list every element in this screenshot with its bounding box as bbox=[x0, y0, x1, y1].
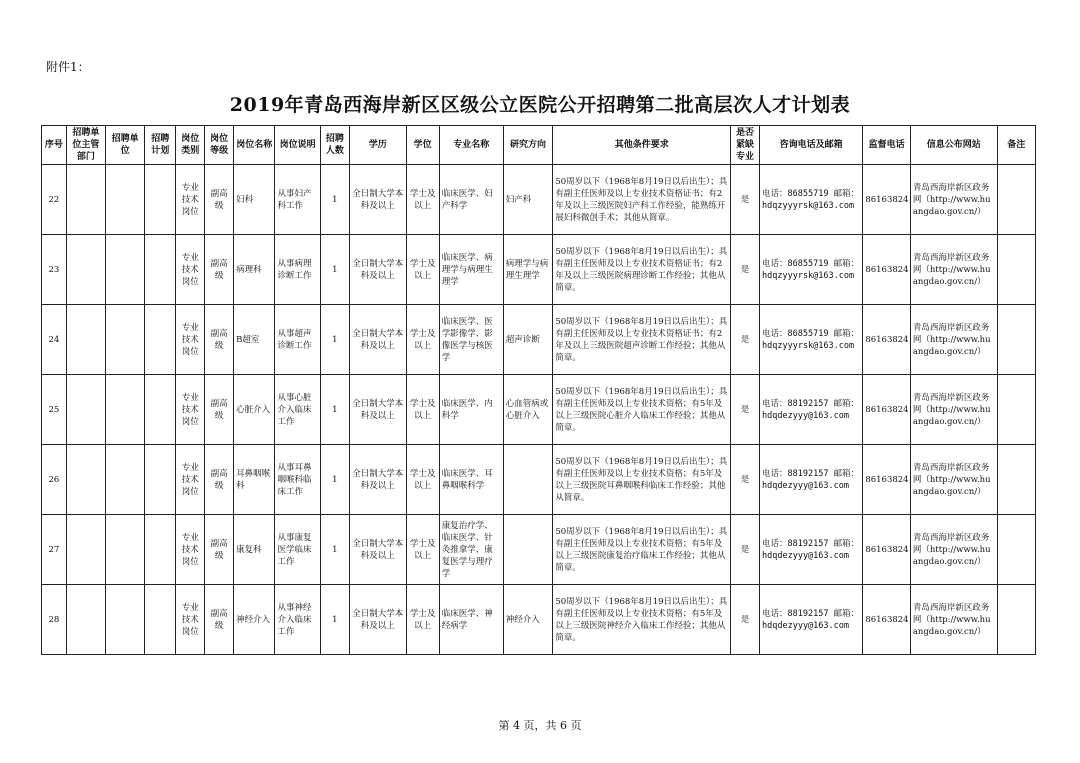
cell-degree: 学士及以上 bbox=[406, 235, 439, 305]
cell-category: 专业技术岗位 bbox=[176, 445, 205, 515]
cell-degree: 学士及以上 bbox=[406, 585, 439, 655]
cell-supervise: 86163824 bbox=[863, 445, 911, 515]
header-conditions: 其他条件要求 bbox=[553, 126, 731, 165]
cell-plan bbox=[145, 305, 176, 375]
cell-unit bbox=[106, 235, 145, 305]
cell-supervise: 86163824 bbox=[863, 585, 911, 655]
cell-shortage: 是 bbox=[731, 235, 760, 305]
cell-major: 临床医学、耳鼻咽喉科学 bbox=[439, 445, 503, 515]
cell-supervise: 86163824 bbox=[863, 235, 911, 305]
cell-count: 1 bbox=[320, 375, 349, 445]
cell-level: 副高级 bbox=[205, 515, 234, 585]
cell-count: 1 bbox=[320, 305, 349, 375]
cell-desc: 从事康复医学临床工作 bbox=[275, 515, 320, 585]
cell-plan bbox=[145, 445, 176, 515]
cell-level: 副高级 bbox=[205, 235, 234, 305]
cell-research: 神经介入 bbox=[503, 585, 553, 655]
cell-dept bbox=[66, 445, 105, 515]
cell-unit bbox=[106, 585, 145, 655]
cell-count: 1 bbox=[320, 445, 349, 515]
cell-category: 专业技术岗位 bbox=[176, 585, 205, 655]
cell-post: 病理科 bbox=[234, 235, 275, 305]
header-level: 岗位等级 bbox=[205, 126, 234, 165]
cell-degree: 学士及以上 bbox=[406, 375, 439, 445]
cell-conditions: 50周岁以下（1968年8月19日以后出生）；具有副主任医师及以上专业技术资格；有5年及以上三级医院心脏介入临床工作经验；其他从简章。 bbox=[553, 375, 731, 445]
cell-unit bbox=[106, 165, 145, 235]
cell-dept bbox=[66, 165, 105, 235]
cell-education: 全日制大学本科及以上 bbox=[349, 165, 406, 235]
cell-research bbox=[503, 515, 553, 585]
cell-plan bbox=[145, 235, 176, 305]
cell-level: 副高级 bbox=[205, 305, 234, 375]
cell-degree: 学士及以上 bbox=[406, 165, 439, 235]
cell-category: 专业技术岗位 bbox=[176, 305, 205, 375]
page-title: 2019年青岛西海岸新区区级公立医院公开招聘第二批高层次人才计划表 bbox=[229, 94, 851, 116]
cell-research: 病理学与病理生理学 bbox=[503, 235, 553, 305]
table-row bbox=[42, 375, 1036, 445]
cell-major: 临床医学、妇产科学 bbox=[439, 165, 503, 235]
cell-no: 26 bbox=[42, 445, 67, 515]
cell-conditions: 50周岁以下（1968年8月19日以后出生）；具有副主任医师及以上专业技术资格证书；有2年及以上三级医院病理诊断工作经验；其他从简章。 bbox=[553, 235, 731, 305]
cell-post: 妇科 bbox=[234, 165, 275, 235]
cell-note bbox=[997, 445, 1035, 515]
cell-plan bbox=[145, 515, 176, 585]
cell-no: 27 bbox=[42, 515, 67, 585]
cell-website: 青岛西海岸新区政务网（http://www.huangdao.gov.cn/） bbox=[910, 445, 997, 515]
cell-no: 24 bbox=[42, 305, 67, 375]
cell-shortage: 是 bbox=[731, 305, 760, 375]
cell-post: B超室 bbox=[234, 305, 275, 375]
cell-post: 心脏介入 bbox=[234, 375, 275, 445]
cell-education: 全日制大学本科及以上 bbox=[349, 585, 406, 655]
cell-degree: 学士及以上 bbox=[406, 515, 439, 585]
cell-category: 专业技术岗位 bbox=[176, 165, 205, 235]
cell-dept bbox=[66, 305, 105, 375]
cell-research: 超声诊断 bbox=[503, 305, 553, 375]
cell-major: 临床医学、神经病学 bbox=[439, 585, 503, 655]
cell-plan bbox=[145, 585, 176, 655]
table-row bbox=[42, 585, 1036, 655]
cell-no: 22 bbox=[42, 165, 67, 235]
cell-website: 青岛西海岸新区政务网（http://www.huangdao.gov.cn/） bbox=[910, 165, 997, 235]
cell-research: 妇产科 bbox=[503, 165, 553, 235]
cell-no: 23 bbox=[42, 235, 67, 305]
cell-no: 25 bbox=[42, 375, 67, 445]
cell-contact: 电话：86855719 邮箱：hdqzyyyrsk@163.com bbox=[760, 235, 863, 305]
header-category: 岗位类别 bbox=[176, 126, 205, 165]
cell-website: 青岛西海岸新区政务网（http://www.huangdao.gov.cn/） bbox=[910, 235, 997, 305]
header-research: 研究方向 bbox=[503, 126, 553, 165]
cell-website: 青岛西海岸新区政务网（http://www.huangdao.gov.cn/） bbox=[910, 375, 997, 445]
cell-major: 康复治疗学、临床医学、针灸推拿学、康复医学与理疗学 bbox=[439, 515, 503, 585]
cell-dept bbox=[66, 375, 105, 445]
cell-level: 副高级 bbox=[205, 165, 234, 235]
cell-desc: 从事病理诊断工作 bbox=[275, 235, 320, 305]
cell-note bbox=[997, 165, 1035, 235]
header-post: 岗位名称 bbox=[234, 126, 275, 165]
header-note: 备注 bbox=[997, 126, 1035, 165]
cell-desc: 从事耳鼻咽喉科临床工作 bbox=[275, 445, 320, 515]
cell-contact: 电话：88192157 邮箱：hdqdezyyy@163.com bbox=[760, 585, 863, 655]
table-row bbox=[42, 165, 1036, 235]
cell-note bbox=[997, 515, 1035, 585]
table-row bbox=[42, 305, 1036, 375]
cell-plan bbox=[145, 375, 176, 445]
cell-education: 全日制大学本科及以上 bbox=[349, 235, 406, 305]
cell-note bbox=[997, 235, 1035, 305]
cell-shortage: 是 bbox=[731, 585, 760, 655]
cell-post: 神经介入 bbox=[234, 585, 275, 655]
cell-supervise: 86163824 bbox=[863, 305, 911, 375]
cell-education: 全日制大学本科及以上 bbox=[349, 445, 406, 515]
cell-contact: 电话：86855719 邮箱：hdqzyyyrsk@163.com bbox=[760, 165, 863, 235]
cell-education: 全日制大学本科及以上 bbox=[349, 375, 406, 445]
cell-count: 1 bbox=[320, 165, 349, 235]
header-desc: 岗位说明 bbox=[275, 126, 320, 165]
header-row bbox=[42, 126, 1036, 165]
cell-desc: 从事超声诊断工作 bbox=[275, 305, 320, 375]
cell-conditions: 50周岁以下（1968年8月19日以后出生）；具有副主任医师及以上专业技术资格；有5年及以上三级医院神经介入临床工作经验；其他从简章。 bbox=[553, 585, 731, 655]
cell-major: 临床医学、内科学 bbox=[439, 375, 503, 445]
cell-count: 1 bbox=[320, 235, 349, 305]
header-count: 招聘人数 bbox=[320, 126, 349, 165]
table-row bbox=[42, 445, 1036, 515]
cell-dept bbox=[66, 235, 105, 305]
attachment-label: 附件1： bbox=[46, 60, 90, 74]
cell-category: 专业技术岗位 bbox=[176, 235, 205, 305]
cell-post: 康复科 bbox=[234, 515, 275, 585]
cell-desc: 从事妇产科工作 bbox=[275, 165, 320, 235]
cell-website: 青岛西海岸新区政务网（http://www.huangdao.gov.cn/） bbox=[910, 585, 997, 655]
cell-conditions: 50周岁以下（1968年8月19日以后出生）；具有副主任医师及以上专业技术资格证书；有2年及以上三级医院超声诊断工作经验；其他从简章。 bbox=[553, 305, 731, 375]
cell-dept bbox=[66, 585, 105, 655]
cell-conditions: 50周岁以下（1968年8月19日以后出生）；具有副主任医师及以上专业技术资格；有5年及以上三级医院康复治疗临床工作经验；其他从简章。 bbox=[553, 515, 731, 585]
table-row bbox=[42, 235, 1036, 305]
cell-unit bbox=[106, 375, 145, 445]
cell-website: 青岛西海岸新区政务网（http://www.huangdao.gov.cn/） bbox=[910, 305, 997, 375]
cell-unit bbox=[106, 305, 145, 375]
header-contact: 咨询电话及邮箱 bbox=[760, 126, 863, 165]
header-website: 信息公布网站 bbox=[910, 126, 997, 165]
cell-shortage: 是 bbox=[731, 445, 760, 515]
header-education: 学历 bbox=[349, 126, 406, 165]
cell-post: 耳鼻咽喉科 bbox=[234, 445, 275, 515]
header-major: 专业名称 bbox=[439, 126, 503, 165]
cell-education: 全日制大学本科及以上 bbox=[349, 305, 406, 375]
header-dept: 招聘单位主管部门 bbox=[66, 126, 105, 165]
cell-unit bbox=[106, 445, 145, 515]
table-row bbox=[42, 515, 1036, 585]
cell-unit bbox=[106, 515, 145, 585]
cell-count: 1 bbox=[320, 515, 349, 585]
cell-supervise: 86163824 bbox=[863, 375, 911, 445]
cell-plan bbox=[145, 165, 176, 235]
header-plan: 招聘计划 bbox=[145, 126, 176, 165]
cell-supervise: 86163824 bbox=[863, 165, 911, 235]
cell-level: 副高级 bbox=[205, 375, 234, 445]
cell-conditions: 50周岁以下（1968年8月19日以后出生）；具有副主任医师及以上专业技术资格；有5年及以上三级医院耳鼻咽喉科临床工作经验；其他从简章。 bbox=[553, 445, 731, 515]
cell-major: 临床医学、医学影像学、影像医学与核医学 bbox=[439, 305, 503, 375]
cell-research bbox=[503, 445, 553, 515]
cell-dept bbox=[66, 515, 105, 585]
cell-research: 心血管病或心脏介入 bbox=[503, 375, 553, 445]
cell-shortage: 是 bbox=[731, 375, 760, 445]
cell-count: 1 bbox=[320, 585, 349, 655]
cell-shortage: 是 bbox=[731, 515, 760, 585]
cell-education: 全日制大学本科及以上 bbox=[349, 515, 406, 585]
header-shortage: 是否紧缺专业 bbox=[731, 126, 760, 165]
recruitment-plan-table bbox=[41, 125, 1036, 655]
cell-supervise: 86163824 bbox=[863, 515, 911, 585]
cell-level: 副高级 bbox=[205, 585, 234, 655]
cell-degree: 学士及以上 bbox=[406, 445, 439, 515]
cell-degree: 学士及以上 bbox=[406, 305, 439, 375]
cell-category: 专业技术岗位 bbox=[176, 375, 205, 445]
cell-level: 副高级 bbox=[205, 445, 234, 515]
cell-note bbox=[997, 585, 1035, 655]
cell-contact: 电话：88192157 邮箱：hdqdezyyy@163.com bbox=[760, 445, 863, 515]
header-degree: 学位 bbox=[406, 126, 439, 165]
cell-conditions: 50周岁以下（1968年8月19日以后出生）；具有副主任医师及以上专业技术资格证书；有2年及以上三级医院妇产科工作经验，能熟练开展妇科微创手术；其他从简章。 bbox=[553, 165, 731, 235]
cell-shortage: 是 bbox=[731, 165, 760, 235]
cell-contact: 电话：86855719 邮箱：hdqzyyyrsk@163.com bbox=[760, 305, 863, 375]
cell-contact: 电话：88192157 邮箱：hdqdezyyy@163.com bbox=[760, 375, 863, 445]
cell-desc: 从事神经介入临床工作 bbox=[275, 585, 320, 655]
cell-note bbox=[997, 375, 1035, 445]
header-unit: 招聘单位 bbox=[106, 126, 145, 165]
header-supervise: 监督电话 bbox=[863, 126, 911, 165]
cell-category: 专业技术岗位 bbox=[176, 515, 205, 585]
cell-website: 青岛西海岸新区政务网（http://www.huangdao.gov.cn/） bbox=[910, 515, 997, 585]
cell-major: 临床医学、病理学与病理生理学 bbox=[439, 235, 503, 305]
header-no: 序号 bbox=[42, 126, 67, 165]
cell-desc: 从事心脏介入临床工作 bbox=[275, 375, 320, 445]
cell-no: 28 bbox=[42, 585, 67, 655]
cell-note bbox=[997, 305, 1035, 375]
cell-contact: 电话：88192157 邮箱：hdqdezyyy@163.com bbox=[760, 515, 863, 585]
page-footer: 第 4 页，共 6 页 bbox=[498, 719, 582, 732]
